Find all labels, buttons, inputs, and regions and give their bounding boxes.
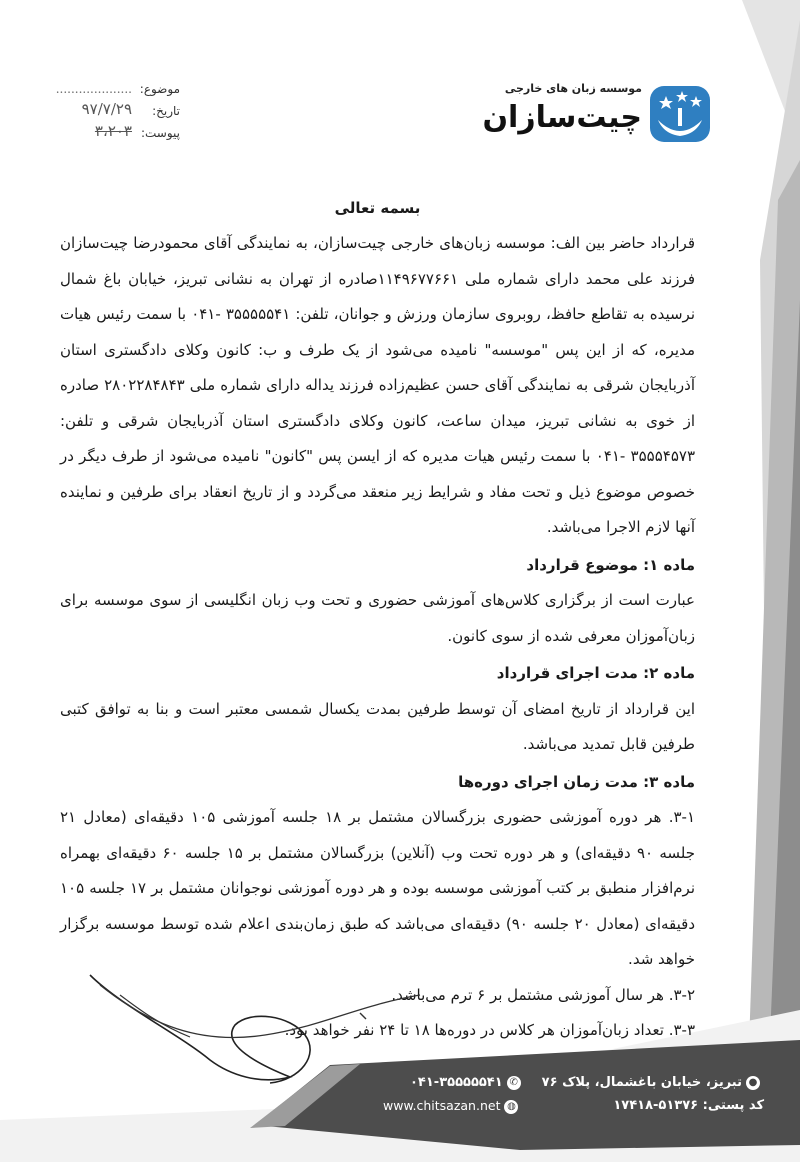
- clause-3-1: ۳-۱. هر دوره آموزشی حضوری بزرگسالان مشتمل بر ۱۸ جلسه آموزشی ۱۰۵ دقیقه‌ای (معادل ۲۱ جلسه ۹۰ دقیقه‌ای) و هر دوره تحت وب (آنلاین) بزرگسالان مشتمل بر ۱۵ جلسه ۶۰ دقیقه‌ای بهمراه نرم‌افزار منطبق بر کتب آموزشی موسسه بوده و هر دوره آموزشی نوجوانان مشتمل بر ۱۷ جلسه ۱۰۵ دقیقه‌ای (معادل ۲۰ جلسه ۹۰) دقیقه‌ای می‌باشد که طبق زمان‌بندی اعلام شده توسط موسسه برگزار خواهد شد.: [60, 808, 696, 968]
- date-row: [30, 100, 180, 122]
- article-1-title: ماده ۱: موضوع قرارداد: [526, 555, 695, 574]
- logo-subtitle: موسسه زبان های خارجی: [504, 82, 642, 95]
- article-1-text: عبارت است از برگزاری کلاس‌های آموزشی حضوری و تحت وب زبان انگلیسی از سوی موسسه برای زبان‌آموزان معرفی شده از سوی کانون.: [60, 591, 695, 645]
- footer-address: [542, 1075, 764, 1090]
- attachment-label: پیوست:: [140, 126, 180, 140]
- document-meta: [30, 78, 180, 144]
- contract-body: [60, 190, 695, 1049]
- clause-3-2: ۳-۲. هر سال آموزشی مشتمل بر ۶ ترم می‌باشد.: [391, 985, 695, 1004]
- article-2-title: ماده ۲: مدت اجرای قرارداد: [496, 664, 695, 682]
- globe-icon: ◍: [504, 1100, 518, 1114]
- logo-emblem-icon: [648, 82, 712, 146]
- location-pin-icon: ●: [746, 1076, 760, 1090]
- institute-logo: [472, 78, 712, 158]
- subject-value: ....................: [55, 82, 132, 96]
- logo-name: چیت‌سازان: [482, 100, 642, 135]
- article-2-text: این قرارداد از تاریخ امضای آن توسط طرفین بمدت یکسال شمسی معتبر است و بنا به توافق کتبی طرفین قابل تمدید می‌باشد.: [60, 699, 695, 753]
- attachment-value: ۳،۲۰۳: [94, 122, 132, 140]
- contract-intro: قرارداد حاضر بین الف: موسسه زبان‌های خارجی چیت‌سازان، به نمایندگی آقای محمودرضا چیت‌سازان فرزند علی محمد دارای شماره ملی ۱۱۴۹۶۷۷۶۶۱صادره از تهران به نشانی تبریز، خیابان باغ شمال نرسیده به تقاطع حافظ، روبروی سازمان ورزش و جوانان، تلفن: ۳۵۵۵۵۵۴۱ -۰۴۱ با سمت رئیس هیات مدیره، که از این پس "موسسه" نامیده می‌شود از یک طرف و ب: کانون وکلای دادگستری استان آذربایجان شرقی به نمایندگی آقای حسن عظیم‌زاده فرزند یداله دارای شماره ملی ۲۸۰۲۲۸۴۸۴۳ صادره از خوی به نشانی تبریز، میدان ساعت، کانون وکلای دادگستری استان آذربایجان شرقی و تلفن: ۳۵۵۵۴۵۷۳ -۰۴۱ با سمت رئیس هیات مدیره که از ایسن پس "کانون" نامیده می‌شود از طرف دیگر در خصوص موضوع ذیل و تحت مفاد و شرایط زیر منعقد می‌گردد و از تاریخ انعقاد برای طرفین و نماینده آنها لازم الاجرا می‌باشد.: [60, 234, 696, 536]
- footer-postal-code: کد پستی: ۵۱۳۷۶-۱۷۴۱۸: [613, 1098, 764, 1113]
- footer-phone-text: ۰۴۱-۳۵۵۵۵۵۴۱: [410, 1075, 503, 1090]
- footer-website[interactable]: [383, 1098, 522, 1114]
- date-label: تاریخ:: [152, 104, 180, 118]
- subject-label: موضوع:: [139, 82, 180, 96]
- handwritten-signature: [60, 965, 460, 1095]
- phone-icon: ✆: [507, 1076, 521, 1090]
- clause-3-3: ۳-۳. تعداد زبان‌آموزان هر کلاس در دوره‌ها ۱۸ تا ۲۴ نفر خواهد بود.: [284, 1021, 695, 1039]
- subject-row: [30, 78, 180, 100]
- attachment-row: [30, 122, 180, 144]
- date-value: ۹۷/۷/۲۹: [81, 100, 132, 118]
- footer-phone: [410, 1075, 525, 1090]
- article-3-title: ماده ۳: مدت زمان اجرای دوره‌ها: [458, 772, 695, 791]
- footer-address-text: تبریز، خیابان باغشمال، پلاک ۷۶: [541, 1075, 742, 1090]
- footer-website-text[interactable]: www.chitsazan.net: [383, 1098, 501, 1113]
- bismillah-heading: بسمه تعالی: [334, 199, 421, 217]
